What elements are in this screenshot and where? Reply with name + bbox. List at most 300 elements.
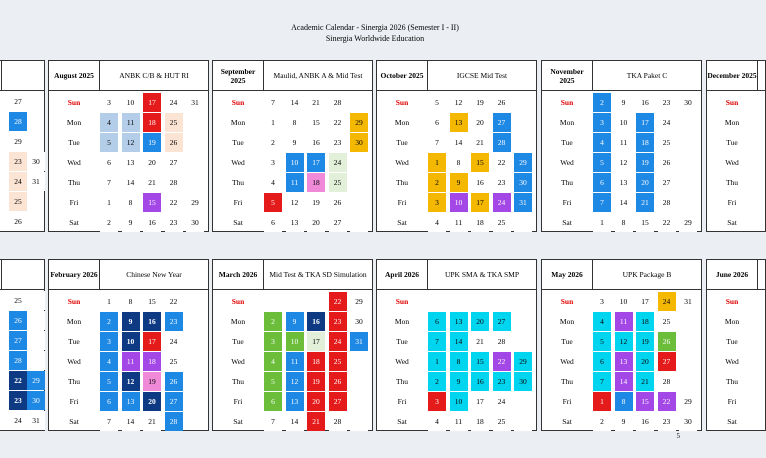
date-cell [186,133,204,152]
date-cell: 22 [658,392,676,411]
event-label [758,61,765,90]
date-cell: 18 [143,352,161,371]
date-cell: 7 [264,93,282,112]
date-cell: 14 [450,332,468,351]
date-cell: 11 [122,113,140,132]
date-cell: 12 [450,93,468,112]
date-cell: 18 [307,173,325,192]
date-cell: 28 [658,193,676,212]
date-cell: 31 [186,93,204,112]
date-cell: 7 [593,372,611,391]
date-cell: 26 [165,133,183,152]
date-cell [514,113,532,132]
date-cell: 5 [593,332,611,351]
month-label: June 2026 [707,260,758,289]
weekday-tue: Tue [396,137,408,147]
weekday-sat: Sat [562,217,572,227]
weekday-fri: Fri [727,197,737,207]
date-cell: 28 [493,133,511,152]
calendar-jul [0,60,45,232]
date-cell: 6 [264,392,282,411]
calendar-oct [376,60,537,232]
date-cell [350,153,368,172]
date-cell: 23 [9,391,27,410]
date-cell: 28 [658,372,676,391]
date-cell: 17 [307,153,325,172]
calendar-title: Academic Calendar - Sinergia 2026 (Semester I - II) [291,23,459,32]
calendar-header [0,260,44,290]
date-cell: 5 [593,153,611,172]
date-cell: 26 [9,212,27,231]
date-cell [27,291,45,310]
date-cell [514,213,532,232]
event-label [758,260,765,289]
event-label: IGCSE Mid Test [456,71,508,80]
date-cell: 14 [450,133,468,152]
month-label: December 2025 [707,61,758,90]
date-cell: 20 [636,352,654,371]
month-label: October 2025 [377,61,428,90]
date-cell: 27 [165,153,183,172]
date-cell: 3 [264,332,282,351]
date-cell: 30 [679,93,697,112]
date-cell: 5 [428,93,446,112]
calendar-apr [376,259,537,431]
weekday-wed: Wed [395,157,409,167]
date-cell: 13 [286,213,304,232]
date-cell: 9 [450,372,468,391]
date-cell: 19 [636,153,654,172]
weekday-mon: Mon [724,316,740,326]
date-cell: 2 [100,312,118,331]
date-cell [514,312,532,331]
calendar-aug [48,60,209,232]
date-cell: 29 [679,213,697,232]
weekday-sat: Sat [233,217,243,227]
event-label: Mid Test & TKA SD Simulation [269,270,367,279]
date-cell: 3 [100,93,118,112]
weekday-thu: Thu [231,376,245,386]
weekday-mon: Mon [559,117,575,127]
date-cell: 24 [658,113,676,132]
weekday-wed: Wed [395,356,409,366]
date-cell: 25 [493,412,511,431]
date-cell: 14 [615,193,633,212]
date-cell: 22 [329,113,347,132]
weekday-wed: Wed [560,356,574,366]
calendar-feb [48,259,209,431]
date-cell: 27 [658,352,676,371]
date-cell: 9 [286,133,304,152]
calendar-sep [212,60,373,232]
date-cell: 27 [493,312,511,331]
weekday-fri: Fri [69,396,79,406]
date-cell: 21 [307,412,325,431]
date-cell: 29 [679,392,697,411]
date-cell: 8 [450,352,468,371]
date-cell: 6 [100,153,118,172]
date-cell: 22 [9,371,27,390]
date-cell [679,113,697,132]
date-cell: 24 [658,292,676,311]
date-cell: 8 [450,153,468,172]
date-cell: 8 [286,113,304,132]
weekday-fri: Fri [233,396,243,406]
date-cell: 27 [329,392,347,411]
date-cell: 25 [658,312,676,331]
date-cell [350,93,368,112]
date-cell: 25 [329,173,347,192]
date-cell: 30 [27,152,45,171]
date-cell: 3 [593,113,611,132]
month-label: February 2026 [49,260,100,289]
date-cell: 28 [329,93,347,112]
date-cell: 11 [615,133,633,152]
date-cell: 9 [122,213,140,232]
date-cell: 2 [264,312,282,331]
date-cell: 19 [307,372,325,391]
date-cell: 1 [100,292,118,311]
weekday-tue: Tue [68,137,80,147]
date-cell: 23 [165,213,183,232]
weekday-thu: Thu [231,177,245,187]
date-cell: 17 [471,193,489,212]
date-cell: 1 [428,352,446,371]
date-cell: 23 [329,133,347,152]
date-cell: 26 [658,332,676,351]
weekday-thu: Thu [725,376,739,386]
date-cell: 24 [165,332,183,351]
date-cell [679,173,697,192]
calendar-header [0,61,44,91]
date-cell: 21 [143,412,161,431]
weekday-tue: Tue [232,336,244,346]
date-cell: 21 [471,133,489,152]
weekday-sat: Sat [397,416,407,426]
weekday-thu: Thu [725,177,739,187]
date-cell: 6 [428,113,446,132]
date-cell: 14 [286,412,304,431]
weekday-tue: Tue [726,137,738,147]
date-cell: 19 [307,193,325,212]
date-cell [514,93,532,112]
weekday-wed: Wed [67,157,81,167]
date-cell [679,193,697,212]
date-cell: 20 [636,173,654,192]
date-cell: 29 [186,193,204,212]
event-label: UPK SMA & TKA SMP [444,270,520,279]
date-cell: 18 [307,352,325,371]
date-cell [679,133,697,152]
date-cell: 28 [9,351,27,370]
date-cell: 15 [471,153,489,172]
date-cell: 5 [264,372,282,391]
date-cell: 5 [100,372,118,391]
date-cell: 6 [264,213,282,232]
calendar-header [213,260,372,290]
date-cell: 12 [615,153,633,172]
date-cell: 26 [493,93,511,112]
weekday-sun: Sun [67,97,81,107]
date-cell: 19 [143,372,161,391]
date-cell: 15 [143,292,161,311]
weekday-wed: Wed [725,157,739,167]
date-cell: 16 [143,213,161,232]
date-cell: 24 [165,93,183,112]
date-cell: 25 [165,113,183,132]
date-cell: 21 [636,193,654,212]
weekday-thu: Thu [560,177,574,187]
date-cell: 27 [329,213,347,232]
weekday-sat: Sat [69,217,79,227]
date-cell: 5 [264,193,282,212]
date-cell: 22 [165,193,183,212]
date-cell: 10 [286,153,304,172]
date-cell: 20 [143,392,161,411]
date-cell: 28 [165,412,183,431]
date-cell: 16 [307,133,325,152]
date-cell [286,292,304,311]
date-cell: 29 [514,153,532,172]
date-cell: 31 [514,193,532,212]
date-cell: 8 [122,292,140,311]
date-cell: 23 [165,312,183,331]
date-cell: 15 [636,392,654,411]
date-cell: 1 [264,113,282,132]
date-cell: 2 [428,173,446,192]
weekday-fri: Fri [562,197,572,207]
date-cell: 26 [329,193,347,212]
date-cell: 4 [428,412,446,431]
weekday-sun: Sun [231,296,245,306]
date-cell: 30 [186,213,204,232]
date-cell: 11 [286,352,304,371]
date-cell: 29 [350,292,368,311]
date-cell [514,392,532,411]
date-cell: 8 [615,213,633,232]
weekday-fri: Fri [397,197,407,207]
date-cell: 14 [615,372,633,391]
date-cell: 1 [428,153,446,172]
date-cell [186,153,204,172]
date-cell: 16 [636,93,654,112]
date-cell: 15 [143,193,161,212]
date-cell: 13 [122,153,140,172]
date-cell: 8 [122,193,140,212]
weekday-sun: Sun [67,296,81,306]
date-cell: 25 [165,352,183,371]
date-cell [350,412,368,431]
date-cell: 9 [122,312,140,331]
weekday-thu: Thu [395,177,409,187]
date-cell: 12 [615,332,633,351]
date-cell: 27 [9,331,27,350]
weekday-sat: Sat [69,416,79,426]
date-cell: 20 [143,153,161,172]
event-label: ANBK C/B & HUT RI [119,71,189,80]
weekday-sun: Sun [231,97,245,107]
date-cell: 17 [636,292,654,311]
date-cell: 1 [593,213,611,232]
date-cell: 2 [428,372,446,391]
date-cell: 18 [143,113,161,132]
date-cell: 23 [658,93,676,112]
weekday-sun: Sun [395,97,409,107]
date-cell [350,213,368,232]
date-cell [514,292,532,311]
date-cell: 11 [286,173,304,192]
weekday-wed: Wed [725,356,739,366]
date-cell [514,133,532,152]
date-cell: 9 [615,412,633,431]
date-cell: 27 [493,113,511,132]
date-cell: 29 [350,113,368,132]
date-cell: 3 [593,292,611,311]
date-cell [493,292,511,311]
date-cell: 7 [100,173,118,192]
date-cell: 13 [615,352,633,371]
date-cell: 30 [350,133,368,152]
date-cell [350,193,368,212]
date-cell: 3 [428,392,446,411]
date-cell: 6 [428,312,446,331]
page-number: 5 [676,432,680,440]
date-cell: 4 [264,352,282,371]
date-cell: 13 [615,173,633,192]
date-cell: 1 [100,193,118,212]
date-cell [679,332,697,351]
date-cell: 24 [329,153,347,172]
weekday-tue: Tue [396,336,408,346]
weekday-mon: Mon [230,316,246,326]
date-cell: 5 [100,133,118,152]
date-cell: 4 [264,173,282,192]
month-label: April 2026 [377,260,428,289]
weekday-sun: Sun [725,97,739,107]
date-cell [27,331,45,350]
date-cell: 17 [143,93,161,112]
weekday-fri: Fri [562,396,572,406]
date-cell: 31 [679,292,697,311]
calendar-dec [706,60,766,232]
date-cell: 7 [428,332,446,351]
event-label [2,260,44,289]
weekday-wed: Wed [231,356,245,366]
month-label: May 2026 [542,260,593,289]
date-cell: 23 [493,372,511,391]
date-cell: 17 [307,332,325,351]
date-cell: 20 [307,392,325,411]
date-cell: 22 [658,213,676,232]
weekday-sat: Sat [562,416,572,426]
weekday-sun: Sun [560,97,574,107]
date-cell: 21 [471,332,489,351]
weekday-tue: Tue [561,336,573,346]
date-cell: 30 [514,372,532,391]
date-cell: 28 [493,332,511,351]
event-label [2,61,44,90]
calendar-header [377,260,536,290]
date-cell: 15 [307,113,325,132]
weekday-sun: Sun [395,296,409,306]
date-cell [27,311,45,330]
weekday-tue: Tue [68,336,80,346]
date-cell: 20 [471,312,489,331]
date-cell: 10 [286,332,304,351]
date-cell [186,173,204,192]
month-label: August 2025 [49,61,100,90]
date-cell: 28 [329,412,347,431]
date-cell: 2 [593,412,611,431]
month-label: March 2026 [213,260,264,289]
weekday-mon: Mon [394,316,410,326]
month-label: September 2025 [213,61,264,90]
date-cell: 16 [636,412,654,431]
date-cell: 28 [165,173,183,192]
event-label: TKA Paket C [626,71,668,80]
date-cell: 6 [593,173,611,192]
date-cell [350,392,368,411]
date-cell: 29 [514,352,532,371]
date-cell [307,292,325,311]
date-cell: 2 [100,213,118,232]
date-cell: 30 [27,391,45,410]
date-cell: 4 [593,133,611,152]
date-cell [350,173,368,192]
date-cell: 13 [450,113,468,132]
date-cell: 29 [9,132,27,151]
calendar-header [49,260,208,290]
date-cell: 10 [615,113,633,132]
date-cell: 27 [658,173,676,192]
date-cell: 7 [428,133,446,152]
date-cell: 12 [122,372,140,391]
date-cell: 18 [636,133,654,152]
date-cell: 24 [329,332,347,351]
date-cell: 23 [329,312,347,331]
date-cell: 3 [264,153,282,172]
date-cell: 1 [593,392,611,411]
date-cell: 19 [143,133,161,152]
weekday-thu: Thu [560,376,574,386]
date-cell [450,292,468,311]
date-cell [679,352,697,371]
date-cell: 21 [307,93,325,112]
date-cell: 17 [143,332,161,351]
calendar-nov [541,60,702,232]
date-cell: 15 [471,352,489,371]
weekday-mon: Mon [559,316,575,326]
weekday-tue: Tue [561,137,573,147]
weekday-wed: Wed [67,356,81,366]
date-cell: 26 [329,372,347,391]
date-cell: 16 [143,312,161,331]
date-cell: 16 [471,173,489,192]
calendar-header [542,260,701,290]
date-cell: 22 [493,153,511,172]
date-cell [679,312,697,331]
date-cell: 20 [471,113,489,132]
weekday-mon: Mon [66,117,82,127]
date-cell [350,372,368,391]
date-cell: 13 [450,312,468,331]
calendar-jan [0,259,45,431]
date-cell: 11 [450,213,468,232]
weekday-wed: Wed [560,157,574,167]
date-cell: 10 [122,332,140,351]
date-cell: 25 [493,213,511,232]
date-cell: 23 [9,152,27,171]
